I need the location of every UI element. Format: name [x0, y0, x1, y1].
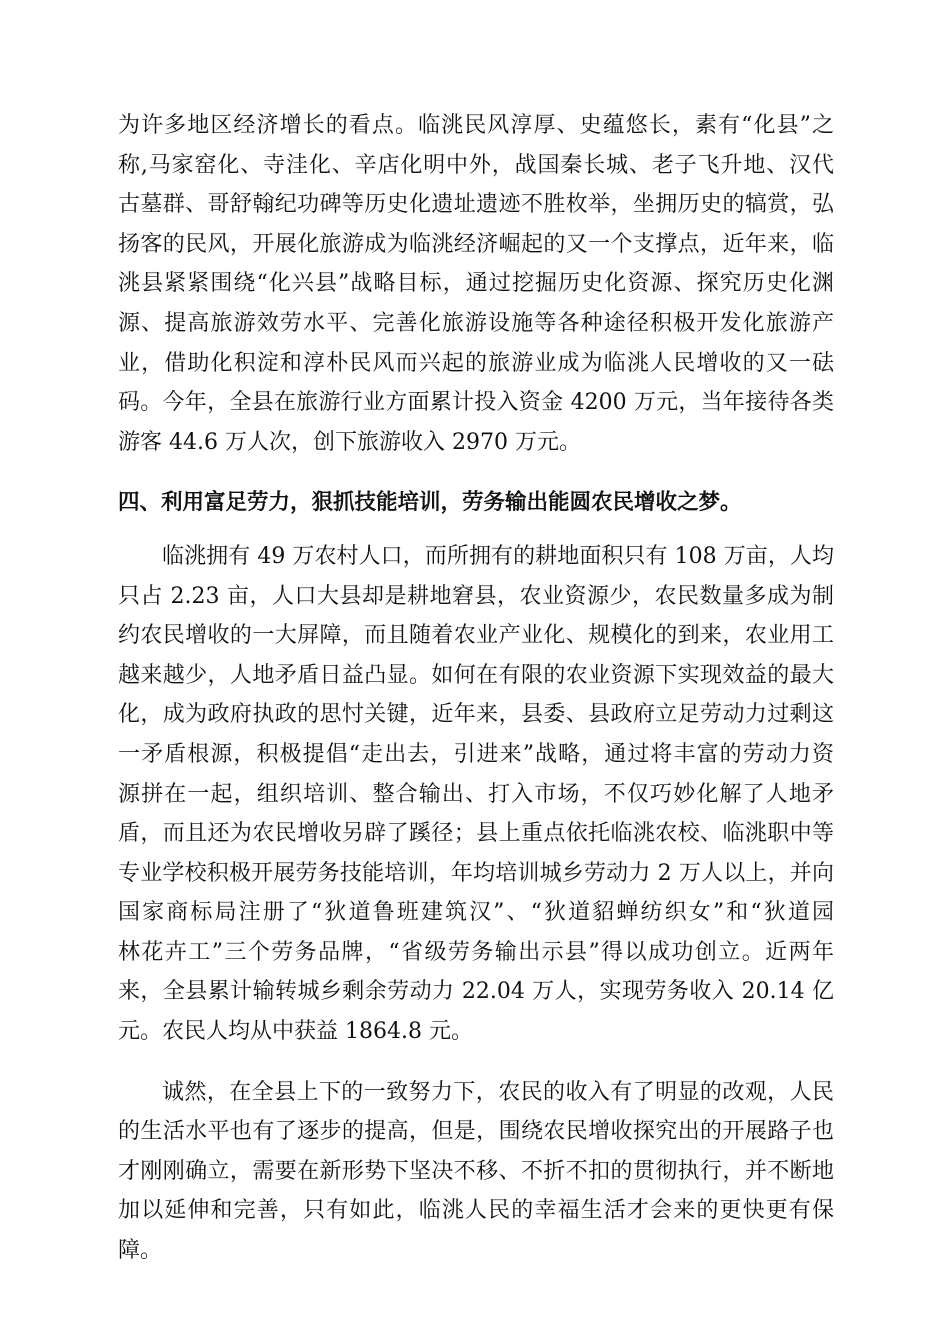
text-line: 盾，而且还为农民增收另辟了蹊径；县上重点依托临洮农校、临洮职中等 [118, 821, 834, 847]
text-line: 古墓群、哥舒翰纪功碑等历史化遗址遗迹不胜枚举，坐拥历史的犒赏，弘 [118, 192, 834, 218]
text-line: 源、提高旅游效劳水平、完善化旅游设施等各种途径积极开发化旅游产 [118, 310, 834, 336]
document-page [118, 106, 834, 1271]
paragraph-labor [118, 537, 834, 1052]
text-line: 专业学校积极开展劳务技能培训，年均培训城乡劳动力 2 万人以上，并向 [118, 860, 834, 886]
text-line: 称,马家窑化、寺洼化、辛店化明中外，战国秦长城、老子飞升地、汉代 [118, 152, 834, 178]
text-line: 障。 [118, 1238, 163, 1264]
text-line: 为许多地区经济增长的看点。临洮民风淳厚、史蕴悠长，素有“化县”之 [118, 113, 834, 138]
text-line: 元。农民人均从中获益 1864.8 元。 [118, 1019, 473, 1045]
text-line: 扬客的民风，开展化旅游成为临洮经济崛起的又一个支撑点，近年来，临 [118, 231, 834, 257]
paragraph-spacer [118, 1052, 834, 1073]
text-line: 林花卉工”三个劳务品牌，“省级劳务输出示县”得以成功创立。近两年 [118, 939, 834, 965]
text-line: 的生活水平也有了逐步的提高，但是，围绕农民增收探究出的开展路子也 [118, 1119, 834, 1145]
text-line: 临洮拥有 49 万农村人口，而所拥有的耕地面积只有 108 万亩，人均 [162, 543, 834, 569]
text-line: 码。今年，全县在旅游行业方面累计投入资金 4200 万元，当年接待各类 [118, 390, 834, 416]
paragraph-conclusion [118, 1073, 834, 1271]
text-line: 越来越少，人地矛盾日益凸显。如何在有限的农业资源下实现效益的最大 [118, 662, 834, 688]
text-line: 洮县紧紧围绕“化兴县”战略目标，通过挖掘历史化资源、探究历史化渊 [118, 271, 834, 297]
paragraph-tourism [118, 106, 834, 462]
text-line: 源拼在一起，组织培训、整合输出、打入市场，不仅巧妙化解了人地矛 [118, 781, 834, 807]
section-heading: 四、利用富足劳力，狠抓技能培训，劳务输出能圆农民增收之梦。 [118, 490, 742, 516]
text-line: 游客 44.6 万人次，创下旅游收入 2970 万元。 [118, 429, 581, 455]
text-line: 化，成为政府执政的思忖关键，近年来，县委、县政府立足劳动力过剩这 [118, 702, 834, 728]
text-line: 诚然，在全县上下的一致努力下，农民的收入有了明显的改观，人民 [162, 1079, 834, 1105]
text-line: 来，全县累计输转城乡剩余劳动力 22.04 万人，实现劳务收入 20.14 亿 [118, 979, 834, 1005]
text-line: 国家商标局注册了“狄道鲁班建筑汉”、“狄道貂蝉纺织女”和“狄道园 [118, 900, 834, 926]
text-line: 业，借助化积淀和淳朴民风而兴起的旅游业成为临洮人民增收的又一砝 [118, 350, 834, 376]
text-line: 一矛盾根源，积极提倡“走出去，引进来”战略，通过将丰富的劳动力资 [118, 741, 834, 767]
text-line: 约农民增收的一大屏障，而且随着农业产业化、规模化的到来，农业用工 [118, 623, 834, 649]
text-line: 才刚刚确立，需要在新形势下坚决不移、不折不扣的贯彻执行，并不断地 [118, 1158, 834, 1184]
text-line: 只占 2.23 亩，人口大县却是耕地窘县，农业资源少，农民数量多成为制 [118, 583, 834, 609]
text-line: 加以延伸和完善，只有如此，临洮人民的幸福生活才会来的更快更有保 [118, 1198, 834, 1224]
